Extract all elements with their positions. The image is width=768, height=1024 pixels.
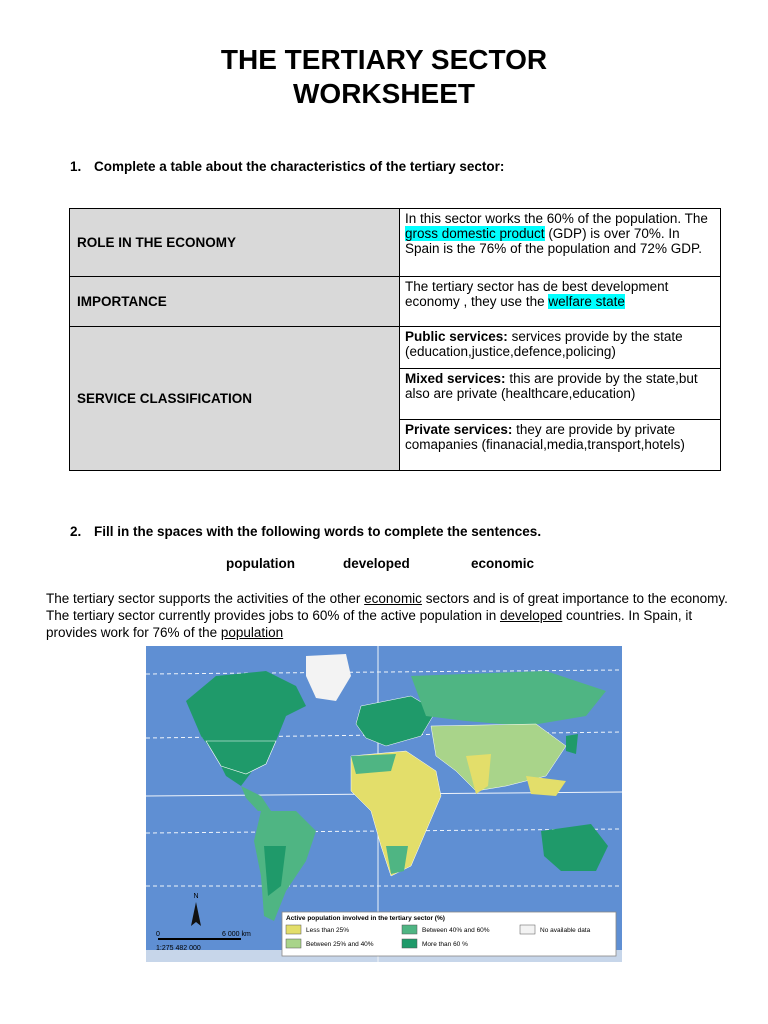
- importance-text: The tertiary sector has de best development economy , they use the: [405, 279, 669, 309]
- question-2: [70, 524, 541, 539]
- paragraph-text: countries. In Spain, it provides work for 76% of the: [46, 608, 693, 640]
- legend-swatch: [520, 925, 535, 934]
- row-value-role: [400, 209, 721, 277]
- paragraph-text: sectors and is of great importance to the economy. The tertiary sector currently provides jobs to 60% of the active population in: [46, 591, 728, 623]
- north-label: N: [193, 893, 199, 900]
- table-row: [70, 209, 721, 277]
- scale-ratio: 1:275 482 000: [156, 945, 201, 952]
- fill-in-paragraph: [46, 590, 746, 641]
- legend-label: Between 40% and 60%: [422, 927, 490, 934]
- private-services-text: they are provide by private comapanies (finanacial,media,transport,hotels): [405, 422, 685, 452]
- worksheet-title-line2: WORKSHEET: [293, 78, 475, 109]
- table-row: [70, 277, 721, 327]
- legend-label: Less than 25%: [306, 927, 350, 934]
- worksheet-title-line1: THE TERTIARY SECTOR: [220, 44, 548, 75]
- legend-swatch: [402, 925, 417, 934]
- region-north-africa: [351, 754, 396, 774]
- word-bank-item: population: [226, 556, 295, 571]
- filled-word-economic: economic: [364, 591, 422, 606]
- scale-end: 6 000 km: [222, 931, 251, 938]
- filled-word-developed: developed: [499, 608, 563, 623]
- row-label-classification: SERVICE CLASSIFICATION: [70, 327, 400, 471]
- word-bank-item: developed: [343, 556, 410, 571]
- role-text-start: In this sector works the 60% of the population. The: [405, 211, 708, 226]
- legend-label: No available data: [540, 927, 591, 934]
- question-2-text: Fill in the spaces with the following words to complete the sentences.: [94, 524, 542, 539]
- legend-title: Active population involved in the tertiary sector (%): [286, 915, 445, 922]
- row-label-importance: IMPORTANCE: [70, 277, 400, 327]
- word-bank-item: economic: [471, 556, 535, 571]
- legend-swatch: [286, 925, 301, 934]
- question-1-text: Complete a table about the characteristics of the tertiary sector:: [94, 159, 505, 174]
- filled-word-population: population: [220, 625, 284, 640]
- public-services-title: Public services:: [405, 329, 508, 344]
- map-legend: [282, 912, 616, 956]
- region-japan: [566, 734, 578, 754]
- row-label-role: ROLE IN THE ECONOMY: [70, 209, 400, 277]
- classification-private: [400, 420, 721, 471]
- table-row: [70, 327, 721, 369]
- classification-public: [400, 327, 721, 369]
- role-text-end: (GDP) is over 70%. In Spain is the 76% of the population and 72% GDP.: [405, 226, 702, 256]
- question-2-number: 2.: [70, 524, 82, 539]
- legend-swatch: [286, 939, 301, 948]
- row-value-importance: [400, 277, 721, 327]
- legend-label: Between 25% and 40%: [306, 941, 374, 948]
- public-services-text: services provide by the state (education,justice,defence,policing): [405, 329, 683, 359]
- world-map: [146, 646, 622, 962]
- scale-start: 0: [156, 931, 160, 938]
- question-1-number: 1.: [70, 159, 82, 174]
- legend-swatch: [402, 939, 417, 948]
- classification-mixed: [400, 369, 721, 420]
- role-highlight: gross domestic product: [405, 226, 545, 241]
- legend-label: More than 60 %: [422, 941, 468, 948]
- private-services-title: Private services:: [405, 422, 513, 437]
- mixed-services-text: this are provide by the state,but also are private (healthcare,education): [405, 371, 698, 401]
- paragraph-text: The tertiary sector supports the activities of the other: [46, 591, 365, 606]
- question-1: [70, 159, 504, 174]
- characteristics-table: [69, 208, 721, 471]
- mixed-services-title: Mixed services:: [405, 371, 506, 386]
- importance-highlight: welfare state: [548, 294, 625, 309]
